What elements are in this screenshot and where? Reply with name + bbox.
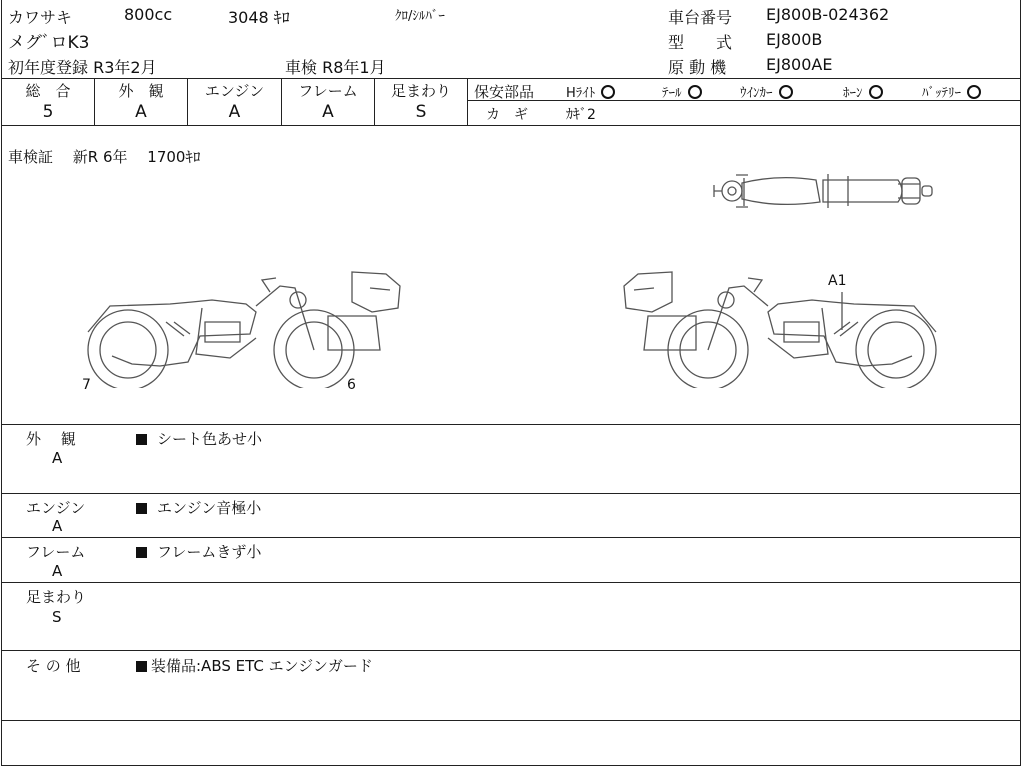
frame-number: EJ800B-024362 — [766, 5, 890, 24]
grade-label-suspension: 足まわり — [390, 82, 451, 100]
motorcycle-right-side-icon — [616, 268, 946, 388]
rule — [1, 78, 1021, 79]
detail-category-suspension: 足まわり — [26, 588, 87, 606]
mileage: 3048 ｷﾛ — [228, 8, 290, 27]
bullet-square-icon — [136, 547, 147, 558]
safety-item-headlight: Hﾗｲﾄ — [566, 82, 615, 101]
color: ｸﾛ/ｼﾙﾊﾞｰ — [395, 9, 445, 24]
motorcycle-left-side-icon — [80, 268, 410, 388]
detail-category-exterior: 外 観 — [26, 430, 76, 448]
detail-category-other: そ の 他 — [26, 657, 81, 675]
grade-value-exterior: A — [135, 102, 147, 122]
detail-note-frame: フレームきず小 — [136, 541, 261, 562]
inspection-date: 車検 R8年1月 — [285, 58, 386, 77]
grade-value-engine: A — [228, 102, 241, 122]
grade-label-exterior: 外 観 — [118, 82, 164, 100]
grade-label-overall: 総 合 — [25, 82, 71, 100]
detail-grade-exterior: A — [52, 449, 63, 467]
engine-value: EJ800AE — [766, 55, 833, 74]
grade-value-frame: A — [322, 102, 334, 122]
detail-note-other: 装備品:ABS ETC エンジンガード — [136, 655, 373, 676]
type-label: 型 式 — [668, 33, 733, 52]
grade-label-engine: エンジン — [204, 82, 265, 100]
grade-value-suspension: S — [415, 102, 427, 122]
detail-grade-frame: A — [52, 562, 63, 580]
safety-item-tail: ﾃｰﾙ — [662, 82, 702, 101]
rule — [1, 537, 1021, 538]
safety-item-winker: ｳｲﾝｶｰ — [740, 82, 793, 101]
displacement: 800cc — [124, 5, 173, 24]
mark-front-left: 6 — [347, 377, 356, 393]
certificate-info: 車検証 新R 6年 1700ｷﾛ — [8, 148, 201, 166]
ok-circle-icon — [967, 85, 981, 99]
rule — [1, 493, 1021, 494]
ok-circle-icon — [601, 85, 615, 99]
ok-circle-icon — [779, 85, 793, 99]
key-label: カ ギ — [486, 107, 528, 123]
grade-value-overall: 5 — [42, 102, 54, 122]
first-registration: 初年度登録 R3年2月 — [8, 58, 157, 77]
maker: カワサキ — [8, 8, 73, 27]
safety-label: 保安部品 — [474, 83, 535, 101]
detail-category-frame: フレーム — [26, 543, 86, 561]
mark-rear-left: 7 — [82, 377, 91, 393]
ok-circle-icon — [869, 85, 883, 99]
grade-label-frame: フレーム — [298, 82, 358, 100]
rule — [1, 582, 1021, 583]
rule — [1, 650, 1021, 651]
frame-number-label: 車台番号 — [668, 8, 733, 27]
rule — [1, 125, 1021, 126]
detail-grade-engine: A — [52, 517, 63, 535]
ok-circle-icon — [688, 85, 702, 99]
safety-item-battery: ﾊﾞｯﾃﾘｰ — [922, 82, 981, 101]
key-value: ｶｷﾞ2 — [566, 107, 596, 123]
bullet-square-icon — [136, 661, 147, 672]
type-value: EJ800B — [766, 30, 823, 49]
detail-note-engine: エンジン音極小 — [136, 497, 261, 518]
motorcycle-top-view-icon — [708, 166, 938, 216]
bullet-square-icon — [136, 434, 147, 445]
mark-a1: A1 — [828, 273, 847, 289]
rule — [1, 720, 1021, 721]
model-name: メグﾞロK3 — [8, 33, 90, 53]
engine-label: 原 動 機 — [668, 58, 727, 77]
bullet-square-icon — [136, 503, 147, 514]
safety-item-horn: ﾎｰﾝ — [843, 82, 883, 101]
detail-grade-suspension: S — [52, 608, 62, 626]
rule — [1, 424, 1021, 425]
detail-note-exterior: シート色あせ小 — [136, 428, 262, 449]
divider — [467, 78, 468, 125]
detail-category-engine: エンジン — [26, 499, 86, 517]
